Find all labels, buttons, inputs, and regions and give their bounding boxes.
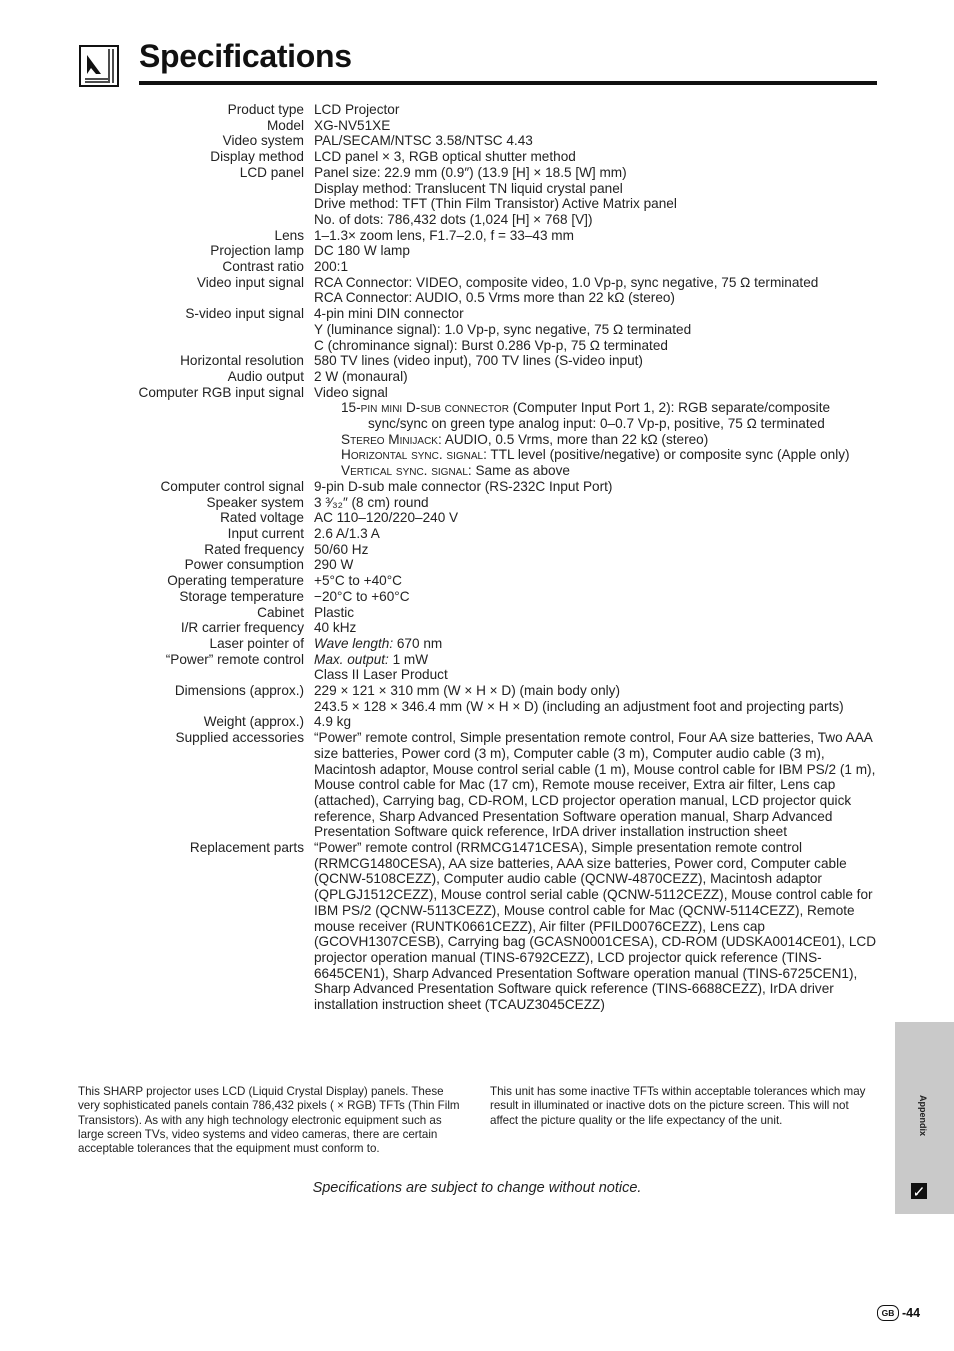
spec-value: +5°C to +40°C (314, 573, 402, 589)
spec-row (70, 557, 880, 573)
spec-label: Power consumption (184, 557, 304, 573)
spec-label: LCD panel (239, 164, 304, 180)
spec-label: S-video input signal (185, 306, 304, 322)
spec-value: 4-pin mini DIN connector (314, 306, 464, 322)
spec-label: Horizontal resolution (180, 353, 304, 369)
spec-label: Weight (approx.) (203, 714, 304, 730)
spec-label: Video input signal (196, 274, 304, 290)
spec-value: 2 W (monaural) (314, 368, 408, 384)
spec-label: Speaker system (206, 494, 304, 510)
spec-label: Replacement parts (189, 840, 304, 856)
spec-value: LCD panel × 3, RGB optical shutter method (314, 149, 576, 165)
spec-label: Rated frequency (204, 541, 304, 557)
spec-value: 4.9 kg (314, 714, 352, 730)
lcd-note-right: This unit has some inactive TFTs within acceptable tolerances which may result in illuminated or inactive dots on the picture screen. This will not affect the picture quality or the life expectancy of the unit. (490, 1085, 866, 1127)
spec-row (70, 306, 880, 353)
spec-label: Audio output (227, 368, 304, 384)
spec-label: Computer control signal (160, 478, 304, 494)
rgb-stereo-line: Stereo Minijack: AUDIO, 0.5 Vrms, more than 22 kΩ (stereo) (341, 431, 709, 447)
spec-label: Display method (210, 149, 304, 165)
rgb-connector-line: 15-pin mini D-sub connector (Computer Input Port 1, 2): RGB separate/composite (341, 400, 831, 416)
spec-value: C (chrominance signal): Burst 0.286 Vp-p, 75 Ω terminated (314, 337, 668, 353)
spec-value: RCA Connector: AUDIO, 0.5 Vrms more than 22 kΩ (stereo) (314, 290, 675, 306)
spec-row-rgb-detail (70, 400, 880, 479)
spec-value: 290 W (314, 557, 354, 573)
spec-row-laser: Laser pointer of “Power” remote control Wave length: 670 nm Max. output: 1 mW Class II Laser Product (70, 636, 880, 683)
rgb-connector-cont: sync/sync on green type analog input: 0–0.7 Vp-p, positive, 75 Ω terminated (368, 416, 825, 432)
spec-row (70, 259, 880, 275)
spec-row (70, 369, 880, 385)
lcd-notes (78, 1085, 878, 1156)
spec-label: Video system (222, 133, 304, 149)
spec-row (70, 479, 880, 495)
spec-value: AC 110–120/220–240 V (314, 510, 459, 526)
spec-value: −20°C to +60°C (314, 588, 410, 604)
appendix-icon (911, 1183, 927, 1199)
spec-label: Lens (274, 227, 304, 243)
spec-row (70, 228, 880, 244)
spec-value: DC 180 W lamp (314, 243, 410, 259)
spec-label: Operating temperature (167, 573, 304, 589)
spec-value: Plastic (314, 604, 355, 620)
spec-row (70, 589, 880, 605)
spec-row (70, 243, 880, 259)
disclaimer: Specifications are subject to change without notice. (312, 1180, 642, 1196)
spec-label: I/R carrier frequency (180, 620, 304, 636)
spec-value: 200:1 (314, 259, 349, 275)
laser-wave-length: Wave length: 670 nm (314, 635, 443, 651)
spec-value: Y (luminance signal): 1.0 Vp-p, sync negative, 75 Ω terminated (314, 321, 692, 337)
page-title: Specifications (139, 38, 352, 74)
spec-value: 3 ³⁄₃₂″ (8 cm) round (314, 494, 429, 510)
spec-row (70, 353, 880, 369)
spec-label: Model (266, 117, 304, 133)
spec-value: “Power” remote control (RRMCG1471CESA), Simple presentation remote control (RRMCG1480CESA), AA size batteries, AAA size batteries, Power cord, Computer cable (QCNW-5108CEZZ), Computer audio cable (QCNW-4870CEZZ), Macintosh adaptor (QPLGJ1512CEZZ), Mouse control serial cable (QCNW-5112CEZZ), Mouse control cable for IBM PS/2 (QCNW-5113CEZZ), Mouse control cable for Mac (QCNW-5114CEZZ), Remote mouse receiver (RUNTK0661CEZZ), Air filter (PFILD0076CEZZ), Lens cap (GCOVH1307CESB), Carrying bag (GCASN0001CESA), CD-ROM (UDSKA0014CE01), LCD projector operation manual (TINS-6792CEZZ), LCD projector quick reference (TINS-6645CEN1), Sharp Advanced Presentation Software operation manual (TINS-6725CEN1), Sharp Advanced Presentation Software quick reference (TINS-6688CEZZ), IrDA driver installation instruction sheet (TCAUZ3045CEZZ) (314, 840, 877, 1013)
spec-value: 50/60 Hz (314, 541, 369, 557)
spec-row (70, 605, 880, 621)
spec-row (70, 275, 880, 306)
spec-row (70, 542, 880, 558)
spec-label: Product type (227, 102, 304, 117)
spec-value: Drive method: TFT (Thin Film Transistor) Active Matrix panel (314, 196, 677, 212)
laser-max-output: Max. output: 1 mW (314, 651, 429, 667)
spec-value: 243.5 × 128 × 346.4 mm (W × H × D) (including an adjustment foot and projecting parts) (314, 698, 844, 714)
spec-label: Contrast ratio (222, 259, 304, 275)
spec-row (70, 118, 880, 134)
spec-value: XG-NV51XE (314, 117, 391, 133)
spec-value: 2.6 A/1.3 A (314, 525, 380, 541)
spec-row (70, 385, 880, 401)
lcd-note-left: This SHARP projector uses LCD (Liquid Crystal Display) panels. These very sophisticated panels contain 786,432 pixels ( × RGB) TFTs (Thin Film Transistors). As with any high technology electronic equipment such as large screen TVs, video systems and video cameras, there are certain acceptable tolerances that the equipment must conform to. (78, 1085, 460, 1156)
appendix-tab-label: Appendix (918, 1095, 928, 1137)
spec-value: RCA Connector: VIDEO, composite video, 1.0 Vp-p, sync negative, 75 Ω terminated (314, 274, 819, 290)
spec-value: Video signal (314, 384, 388, 400)
rgb-vsync-line: Vertical sync. signal: Same as above (341, 463, 570, 479)
title-divider (139, 81, 877, 85)
spec-value: “Power” remote control, Simple presentation remote control, Four AA size batteries, Two AAA size batteries, Power cord (3 m), Computer cable (3 m), Computer audio cable (3 m), Macintosh adaptor, Mouse control serial cable (1 m), Mouse control cable for IBM PS/2 (1 m), Mouse control cable for Mac (17 cm), Remote mouse receiver, Extra air filter, Lens cap (attached), Carrying bag, CD-ROM, LCD projector operation manual, LCD projector quick reference, Sharp Advanced Presentation Software operation manual, Sharp Advanced Presentation Software quick reference, IrDA driver installation instruction sheet (314, 730, 876, 840)
spec-row (70, 526, 880, 542)
spec-table (70, 102, 880, 1013)
spec-row (70, 165, 880, 228)
gb-badge: GB (877, 1305, 899, 1321)
spec-group-general (70, 102, 880, 400)
spec-group-physical (70, 683, 880, 1013)
spec-row (70, 620, 880, 636)
spec-group-electrical (70, 479, 880, 636)
spec-row (70, 149, 880, 165)
page-number: GB -44 (877, 1305, 920, 1321)
spec-value: LCD Projector (314, 102, 400, 117)
spec-label: Dimensions (approx.) (174, 683, 304, 699)
spec-label: Cabinet (257, 604, 304, 620)
spec-value: 229 × 121 × 310 mm (W × H × D) (main body only) (314, 683, 620, 699)
spec-row (70, 840, 880, 1013)
rgb-hsync-line: Horizontal sync. signal: TTL level (positive/negative) or composite sync (Apple only) (341, 447, 850, 463)
spec-label: Input current (227, 525, 304, 541)
section-icon (79, 45, 119, 87)
spec-label: Computer RGB input signal (138, 384, 304, 400)
spec-label: Supplied accessories (175, 730, 304, 746)
spec-label: Storage temperature (179, 588, 304, 604)
spec-row (70, 730, 880, 840)
spec-label: Projection lamp (210, 243, 304, 259)
spec-value: 40 kHz (314, 620, 357, 636)
spec-row (70, 133, 880, 149)
spec-value: 1–1.3× zoom lens, F1.7–2.0, f = 33–43 mm (314, 227, 574, 243)
spec-value: Panel size: 22.9 mm (0.9″) (13.9 [H] × 18.5 [W] mm) (314, 164, 627, 180)
spec-row (70, 683, 880, 714)
spec-row (70, 102, 880, 118)
laser-class: Class II Laser Product (314, 667, 448, 683)
spec-row (70, 714, 880, 730)
spec-row (70, 573, 880, 589)
spec-label: Rated voltage (220, 510, 304, 526)
spec-row (70, 510, 880, 526)
spec-value: No. of dots: 786,432 dots (1,024 [H] × 768 [V]) (314, 211, 593, 227)
spec-row (70, 495, 880, 511)
spec-value: Display method: Translucent TN liquid crystal panel (314, 180, 623, 196)
spec-value: 9-pin D-sub male connector (RS-232C Input Port) (314, 478, 613, 494)
spec-value: PAL/SECAM/NTSC 3.58/NTSC 4.43 (314, 133, 533, 149)
spec-value: 580 TV lines (video input), 700 TV lines (S-video input) (314, 353, 643, 369)
